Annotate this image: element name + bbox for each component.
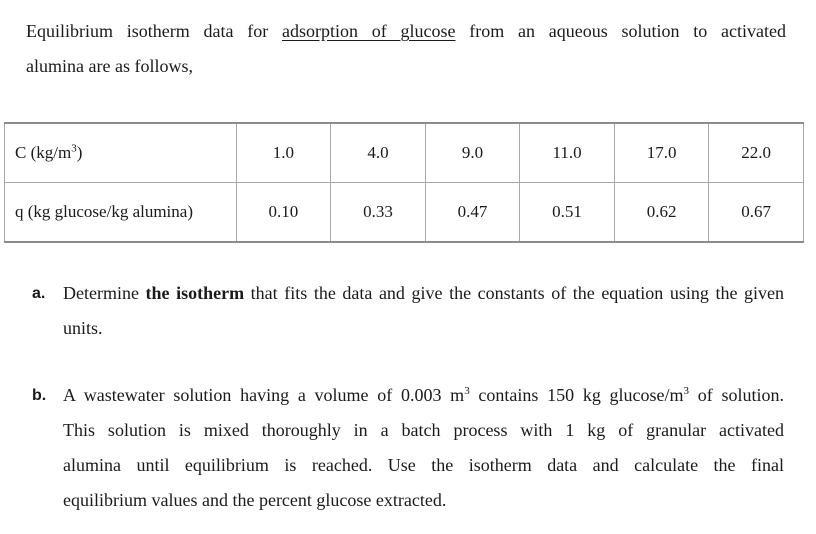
q-value: 0.33 [331, 183, 426, 243]
isotherm-emphasis: the isotherm [145, 283, 245, 303]
adsorption-link[interactable]: adsorption of glucose [282, 21, 456, 41]
question-b-text [63, 378, 784, 518]
q-value: 0.67 [709, 183, 804, 243]
intro-paragraph [26, 14, 786, 84]
question-b-line-1: A wastewater solution having a volume of 0.003 $m^3$ contains 150 kg glucose/$m^3$ of solution. [63, 385, 784, 405]
c-value: 22.0 [709, 123, 804, 183]
table-row-concentration [5, 123, 804, 183]
question-a-letter: a. [32, 285, 46, 302]
question-b [32, 378, 784, 518]
c-value: 9.0 [425, 123, 520, 183]
c-value: 11.0 [520, 123, 615, 183]
q-value: 0.51 [520, 183, 615, 243]
q-value: 0.10 [236, 183, 331, 243]
question-b-line-4: equilibrium values and the percent glucose extracted. [63, 490, 447, 510]
intro-text-after: from an aqueous solution to activated [455, 21, 787, 41]
c-value: 17.0 [614, 123, 709, 183]
intro-line-2: alumina are as follows, [26, 56, 193, 76]
table-row-loading [5, 183, 804, 243]
intro-line-1 [26, 14, 786, 49]
q-value: 0.47 [425, 183, 520, 243]
question-a-text: Determine the isotherm that fits the data and give the constants of the equation using the given units. [63, 283, 785, 338]
row-label-concentration: C $(kg/m^3)$ [5, 123, 237, 183]
question-b-line-2: This solution is mixed thoroughly in a batch process with 1 kg of granular activated [63, 420, 784, 440]
row-label-loading: q (kg glucose/kg alumina) [5, 183, 237, 243]
intro-text-before: Equilibrium isotherm data for [26, 21, 282, 41]
isotherm-table [4, 122, 804, 243]
c-value: 1.0 [236, 123, 331, 183]
question-b-line-3: alumina until equilibrium is reached. Use the isotherm data and calculate the final [63, 455, 784, 475]
question-a [32, 276, 784, 346]
question-b-letter: b. [32, 387, 47, 404]
c-value: 4.0 [331, 123, 426, 183]
q-value: 0.62 [614, 183, 709, 243]
